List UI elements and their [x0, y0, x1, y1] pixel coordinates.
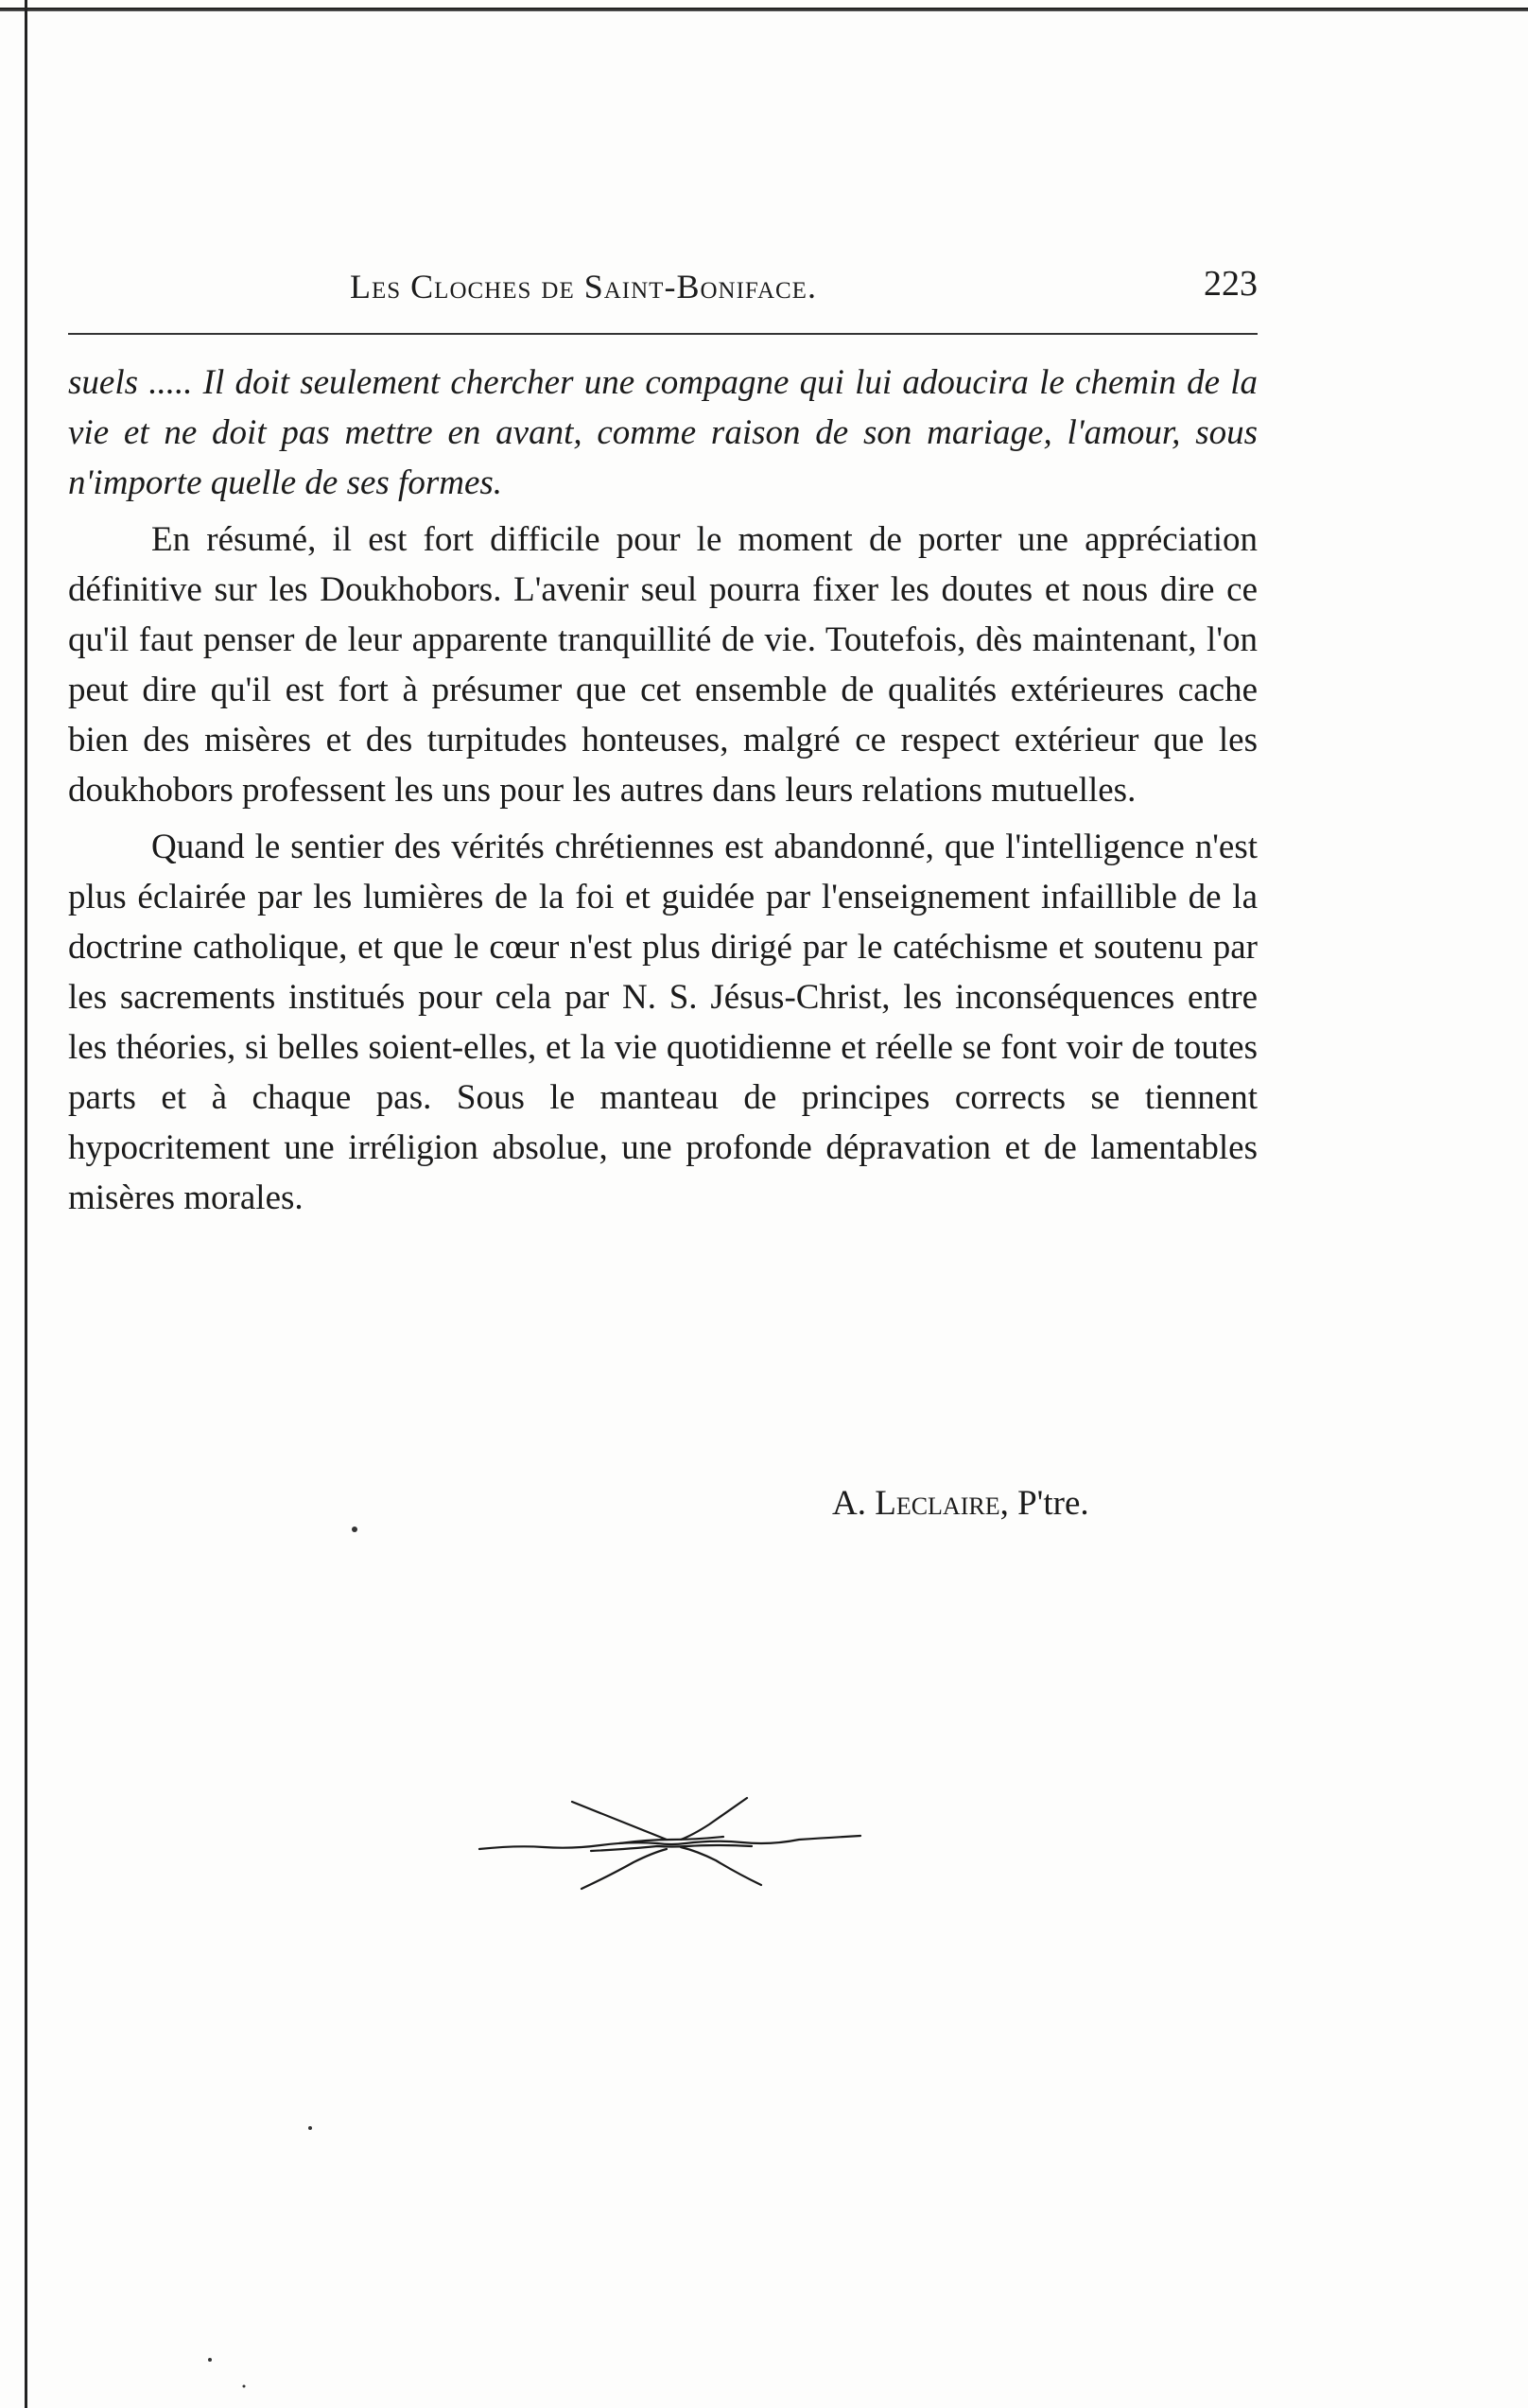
paragraph-quote-end: suels ..... Il doit seulement chercher une compagne qui lui adoucira le chemin de la vie et ne doit pas mettre en avant, comme raison de son mariage, l'amour, sous n'importe quelle de ses formes.: [68, 363, 1258, 502]
scan-binding-edge: [25, 0, 27, 2408]
body-text: [68, 358, 1258, 1223]
scan-top-edge: [0, 8, 1528, 11]
tailpiece-ornament-icon: [478, 1792, 865, 1896]
running-title: Les Cloches de Saint-Boniface.: [350, 268, 817, 305]
author-name: A. Leclaire,: [832, 1484, 1009, 1523]
page-number: 223: [1204, 264, 1258, 304]
author-signature: [832, 1483, 1089, 1524]
author-title: P'tre.: [1017, 1484, 1089, 1523]
running-header: [66, 264, 1258, 323]
paragraph-conclusion: Quand le sentier des vérités chrétiennes est abandonné, que l'intelligence n'est plus éclairée par les lumières de la foi et guidée par l'enseignement infaillible de la doctrine catholique, et que le cœur n'est plus dirigé par le catéchisme et soutenu par les sacrements institués pour cela par N. S. Jésus-Christ, les inconséquences entre les théories, si belles soient-elles, et la vie quotidienne et réelle se font voir de toutes parts et à chaque pas. Sous le manteau de principes corrects se tiennent hypocritement une irréligion absolue, une profonde dépravation et de lamentables misères morales.: [68, 828, 1258, 1217]
paragraph-summary: En résumé, il est fort difficile pour le moment de porter une appréciation définitive sur les Doukhobors. L'avenir seul pourra fixer les doutes et nous dire ce qu'il faut penser de leur apparente tranquillité de vie. Toutefois, dès maintenant, l'on peut dire qu'il est fort à présumer que cet ensemble de qualités extérieures cache bien des misères et des turpitudes honteuses, malgré ce respect extérieur que les doukhobors professent les uns pour les autres dans leurs relations mutuelles.: [68, 520, 1258, 810]
header-rule: [68, 333, 1258, 335]
